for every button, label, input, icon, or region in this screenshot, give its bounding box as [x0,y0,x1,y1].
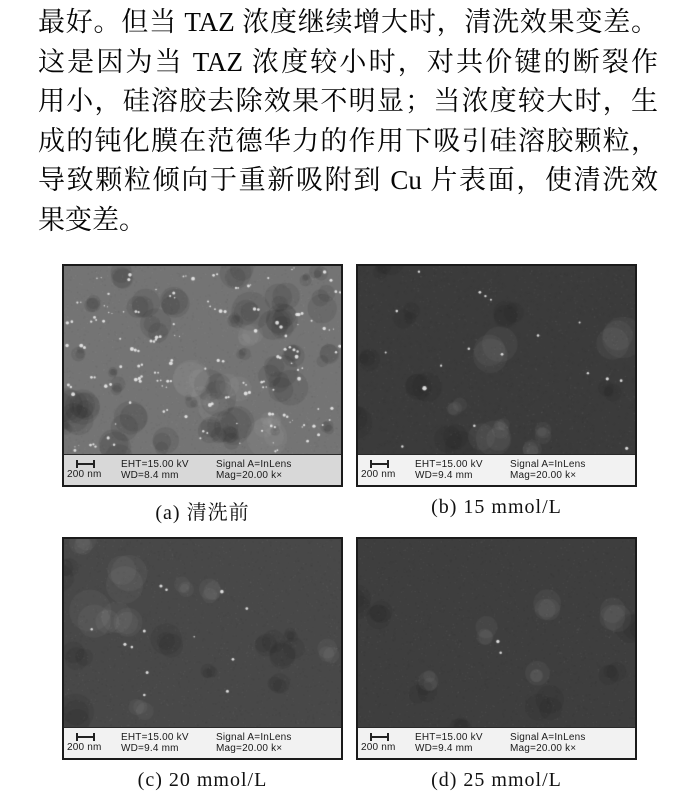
signal-value: Signal A=InLens [216,458,292,470]
sem-infobar [358,727,635,758]
wd-value: WD=9.4 mm [121,743,179,754]
scale-block [358,733,415,754]
signal-info [216,459,341,482]
paragraph-line: 这是因为当 TAZ 浓度较小时，对共价键的断裂作 [38,46,658,77]
sem-infobar [64,454,341,485]
scale-block [64,460,121,481]
scale-label: 200 nm [67,741,102,753]
mag-value: Mag=20.00 k× [510,743,577,754]
mag-value: Mag=20.00 k× [510,470,577,481]
beam-info [121,732,216,755]
eht-value: EHT=15.00 kV [415,731,483,743]
sem-image-before-clean [64,266,341,454]
paragraph-line: 最好。但当 TAZ 浓度继续增大时，清洗效果变差。 [38,7,658,37]
figure-caption: (a) 清洗前 [155,502,250,524]
mag-value: Mag=20.00 k× [216,743,283,754]
beam-info [415,459,510,482]
signal-info [510,732,635,755]
mag-value: Mag=20.00 k× [216,470,283,481]
sem-image-20mmol [64,539,341,727]
signal-info [216,732,341,755]
paragraph-line: 果变差。 [38,204,146,235]
signal-value: Signal A=InLens [510,731,586,743]
paragraph-line: 用小，硅溶胶去除效果不明显；当浓度较大时，生 [38,86,658,116]
scale-bar-icon [76,460,95,468]
sem-infobar [64,727,341,758]
scale-label: 200 nm [67,468,102,480]
signal-info [510,459,635,482]
sem-frame [356,264,637,487]
scale-block [358,460,415,481]
sem-panel-a [62,264,343,525]
eht-value: EHT=15.00 kV [121,731,189,743]
figure-caption: (b) 15 mmol/L [431,496,562,518]
paragraph [0,0,691,240]
scale-label: 200 nm [361,741,396,753]
sem-image-25mmol [358,539,635,727]
eht-value: EHT=15.00 kV [415,458,483,470]
wd-value: WD=9.4 mm [415,470,473,481]
paragraph-line: 导致颗粒倾向于重新吸附到 Cu 片表面，使清洗效 [38,165,658,195]
figure-grid [62,264,691,792]
scale-bar-icon [370,733,389,741]
figure-caption: (d) 25 mmol/L [431,769,562,791]
signal-value: Signal A=InLens [510,458,586,470]
scale-bar-icon [370,460,389,468]
sem-frame [62,537,343,760]
sem-frame [356,537,637,760]
sem-frame [62,264,343,487]
beam-info [415,732,510,755]
scale-block [64,733,121,754]
sem-panel-c [62,537,343,792]
scale-bar-icon [76,733,95,741]
scale-label: 200 nm [361,468,396,480]
paragraph-line: 成的钝化膜在范德华力的作用下吸引硅溶胶颗粒， [38,125,658,156]
figure-caption: (c) 20 mmol/L [137,769,268,791]
sem-infobar [358,454,635,485]
wd-value: WD=9.4 mm [415,743,473,754]
eht-value: EHT=15.00 kV [121,458,189,470]
sem-panel-b [356,264,637,525]
beam-info [121,459,216,482]
sem-panel-d [356,537,637,792]
wd-value: WD=8.4 mm [121,470,179,481]
signal-value: Signal A=InLens [216,731,292,743]
sem-image-15mmol [358,266,635,454]
